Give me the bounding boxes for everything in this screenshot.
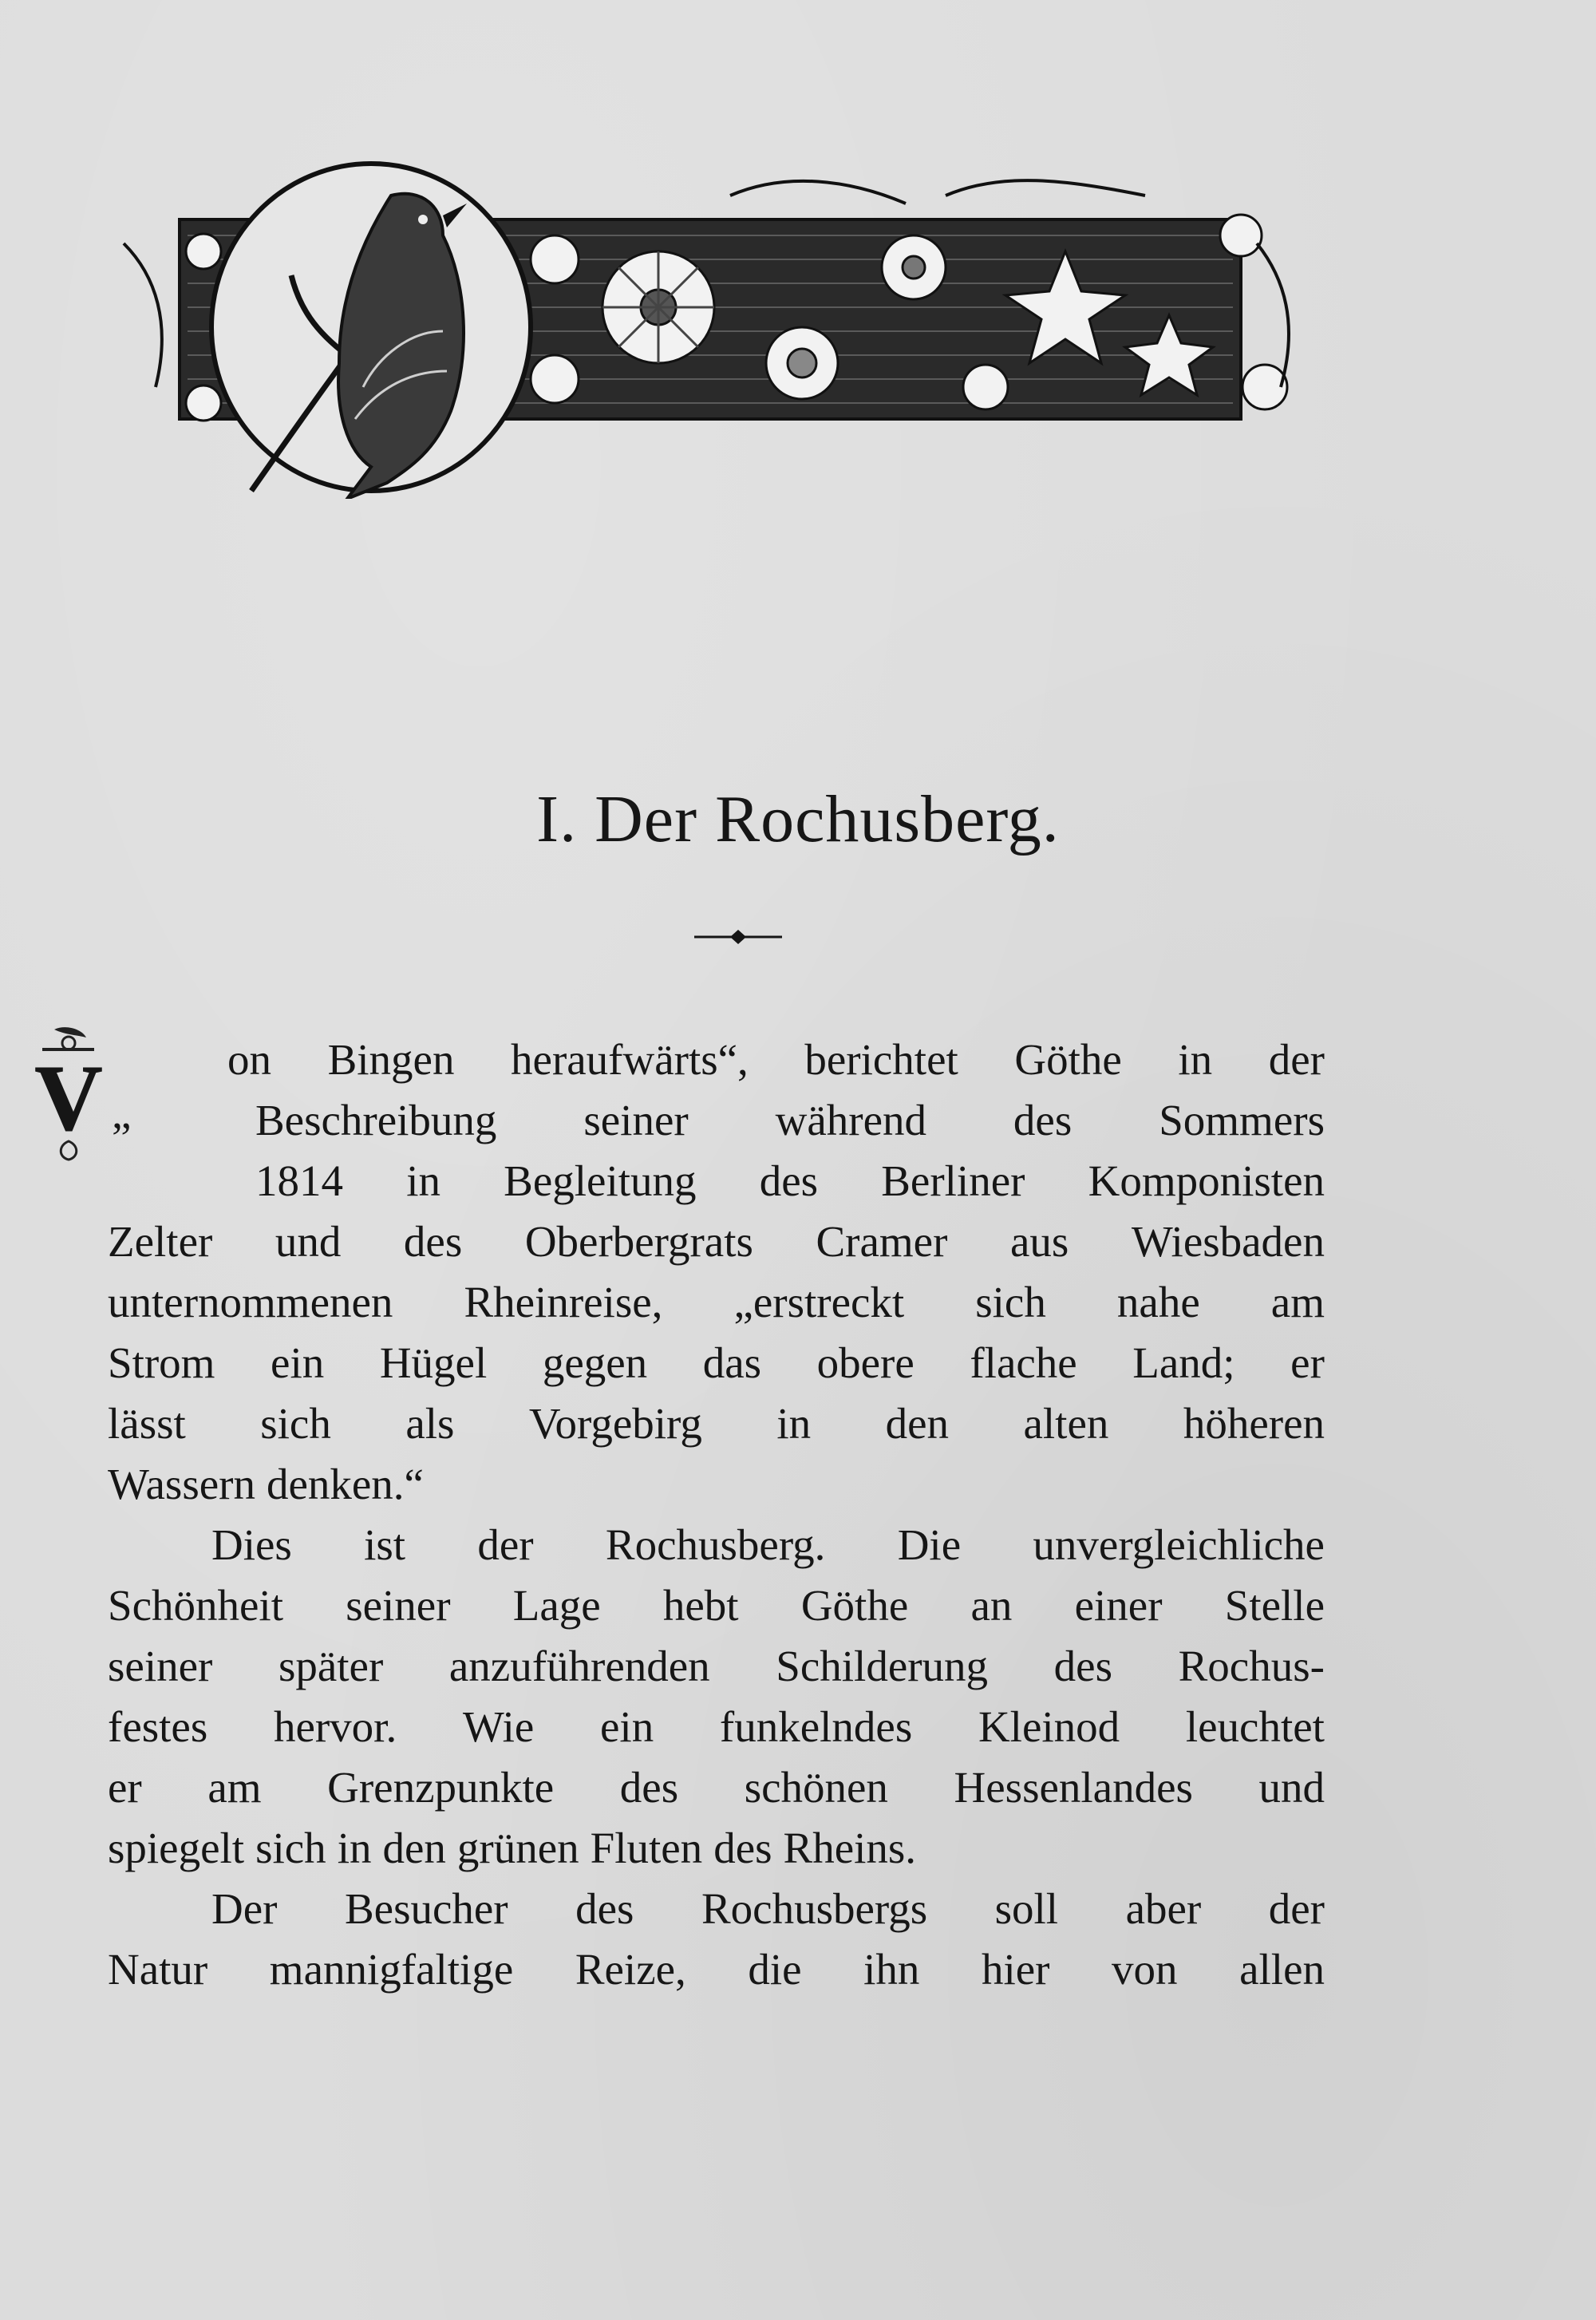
word: festes <box>108 1702 208 1751</box>
word-gap <box>702 1818 713 1879</box>
word: spiegelt <box>108 1824 245 1872</box>
word: aber <box>1125 1884 1202 1933</box>
title-ornament-divider <box>694 928 782 946</box>
word: Hügel <box>379 1338 488 1387</box>
word: berichtet <box>804 1035 958 1084</box>
word: Cramer <box>816 1217 948 1266</box>
word: soll <box>994 1884 1059 1933</box>
word: den <box>382 1824 446 1872</box>
word: Begleitung <box>504 1156 697 1205</box>
word: am <box>1270 1278 1325 1326</box>
paragraph <box>108 1030 1325 1515</box>
word: ihn <box>863 1945 920 1994</box>
word: der <box>477 1520 534 1569</box>
word: Stelle <box>1224 1581 1325 1630</box>
floral-headpiece-illustration <box>108 148 1313 499</box>
word: Schilderung <box>776 1642 989 1690</box>
word: in <box>337 1824 372 1872</box>
word: heraufwärts“, <box>511 1035 749 1084</box>
word: nahe <box>1116 1278 1200 1326</box>
word: lässt <box>108 1399 186 1448</box>
rose-icon <box>766 327 838 399</box>
text-line <box>108 1515 1325 1575</box>
word: 1814 <box>255 1156 343 1205</box>
leaf-sprig <box>730 180 1145 204</box>
word: des <box>713 1824 772 1872</box>
word: höheren <box>1183 1399 1325 1448</box>
text-line <box>108 1151 1325 1211</box>
word: Reize, <box>575 1945 686 1994</box>
chapter-title: I. Der Rochusberg. <box>536 782 1060 856</box>
word-gap <box>255 1454 267 1515</box>
word: Strom <box>108 1338 215 1387</box>
word-gap <box>244 1818 255 1879</box>
text-line <box>108 1393 1325 1454</box>
word: ist <box>364 1520 406 1569</box>
word: allen <box>1239 1945 1325 1994</box>
word: denken.“ <box>266 1460 424 1508</box>
word: Zelter <box>108 1217 213 1266</box>
word: Die <box>897 1520 962 1569</box>
word: die <box>748 1945 802 1994</box>
word: Bingen <box>327 1035 455 1084</box>
word: in <box>1178 1035 1213 1084</box>
word: in <box>406 1156 440 1205</box>
word: gegen <box>542 1338 648 1387</box>
word: „erstreckt <box>733 1278 905 1326</box>
word: Sommers <box>1159 1096 1325 1144</box>
text-line <box>108 1575 1325 1636</box>
word: seiner <box>108 1642 213 1690</box>
word: das <box>702 1338 762 1387</box>
word: sich <box>260 1399 331 1448</box>
word: des <box>619 1763 679 1812</box>
word: der <box>1268 1035 1325 1084</box>
paragraph <box>108 1879 1325 2000</box>
word: als <box>405 1399 455 1448</box>
word: des <box>403 1217 463 1266</box>
word: flache <box>970 1338 1077 1387</box>
word: Wie <box>462 1702 535 1751</box>
word-gap <box>371 1818 382 1879</box>
word: in <box>776 1399 812 1448</box>
word: einer <box>1074 1581 1163 1630</box>
text-line <box>108 1939 1325 2000</box>
word: Berliner <box>881 1156 1025 1205</box>
word: seiner <box>346 1581 451 1630</box>
word: Der <box>211 1884 278 1933</box>
word: Lage <box>512 1581 601 1630</box>
word: des <box>1013 1096 1073 1144</box>
word: obere <box>816 1338 915 1387</box>
text-line <box>108 1454 1325 1515</box>
text-line <box>108 1090 1325 1151</box>
word-gap <box>446 1818 457 1879</box>
word: des <box>1053 1642 1112 1690</box>
word: Besucher <box>344 1884 508 1933</box>
word: aus <box>1009 1217 1069 1266</box>
word: Natur <box>108 1945 208 1994</box>
word: des <box>575 1884 634 1933</box>
word: am <box>207 1763 262 1812</box>
word: Komponisten <box>1088 1156 1325 1205</box>
word: Rochusberg. <box>605 1520 826 1569</box>
word: Beschreibung <box>255 1096 497 1144</box>
word: ein <box>271 1338 325 1387</box>
text-line <box>108 1879 1325 1939</box>
word: Göthe <box>800 1581 909 1630</box>
dropcap-v-ornament <box>22 1026 114 1161</box>
word: während <box>775 1096 926 1144</box>
word: Dies <box>211 1520 292 1569</box>
word: von <box>1112 1945 1178 1994</box>
opening-quote-mark: „ <box>112 1089 132 1137</box>
word: Göthe <box>1014 1035 1122 1084</box>
word: Rochusbergs <box>701 1884 928 1933</box>
text-line <box>108 1818 1325 1879</box>
word: an <box>970 1581 1013 1630</box>
body-text <box>108 1030 1325 2000</box>
word: später <box>278 1642 384 1690</box>
word: ein <box>600 1702 654 1751</box>
text-line <box>108 1757 1325 1818</box>
word: und <box>275 1217 342 1266</box>
word: seiner <box>583 1096 689 1144</box>
word-gap <box>579 1818 591 1879</box>
word: Fluten <box>590 1824 703 1872</box>
word: on <box>227 1035 271 1084</box>
word: sich <box>255 1824 326 1872</box>
word: unternommenen <box>108 1278 393 1326</box>
text-line <box>108 1211 1325 1272</box>
text-line <box>108 1030 1325 1090</box>
word: Rheins. <box>783 1824 917 1872</box>
text-line <box>108 1636 1325 1697</box>
word: grünen <box>456 1824 579 1872</box>
text-line <box>108 1697 1325 1757</box>
word: des <box>759 1156 819 1205</box>
word: Vorgebirg <box>528 1399 702 1448</box>
word: Oberbergrats <box>524 1217 753 1266</box>
word: Rheinreise, <box>464 1278 663 1326</box>
word: sich <box>975 1278 1046 1326</box>
word: der <box>1268 1884 1325 1933</box>
word: mannigfaltige <box>269 1945 514 1994</box>
word-gap <box>326 1818 338 1879</box>
text-line <box>108 1272 1325 1333</box>
word: anzuführenden <box>448 1642 710 1690</box>
blossom-icon <box>882 235 946 299</box>
daisy-icon <box>602 251 714 363</box>
word: Kleinod <box>978 1702 1120 1751</box>
word: Rochus- <box>1178 1642 1325 1690</box>
word: Schönheit <box>108 1581 283 1630</box>
word: Grenzpunkte <box>327 1763 555 1812</box>
word: unvergleichliche <box>1033 1520 1325 1569</box>
word-gap <box>772 1818 784 1879</box>
word: und <box>1258 1763 1325 1812</box>
word: schönen <box>744 1763 888 1812</box>
word: alten <box>1023 1399 1109 1448</box>
word: hebt <box>662 1581 739 1630</box>
dropcap-letter: V <box>34 1045 103 1150</box>
word: er <box>108 1763 142 1812</box>
word: Wiesbaden <box>1131 1217 1325 1266</box>
word: Land; <box>1132 1338 1235 1387</box>
paragraph <box>108 1515 1325 1879</box>
word: hervor. <box>273 1702 397 1751</box>
word: Wassern <box>108 1460 255 1508</box>
word: funkelndes <box>719 1702 913 1751</box>
word: den <box>885 1399 950 1448</box>
text-line <box>108 1333 1325 1393</box>
word: hier <box>981 1945 1050 1994</box>
word: er <box>1290 1338 1325 1387</box>
word: leuchtet <box>1185 1702 1325 1751</box>
word: Hessenlandes <box>954 1763 1193 1812</box>
